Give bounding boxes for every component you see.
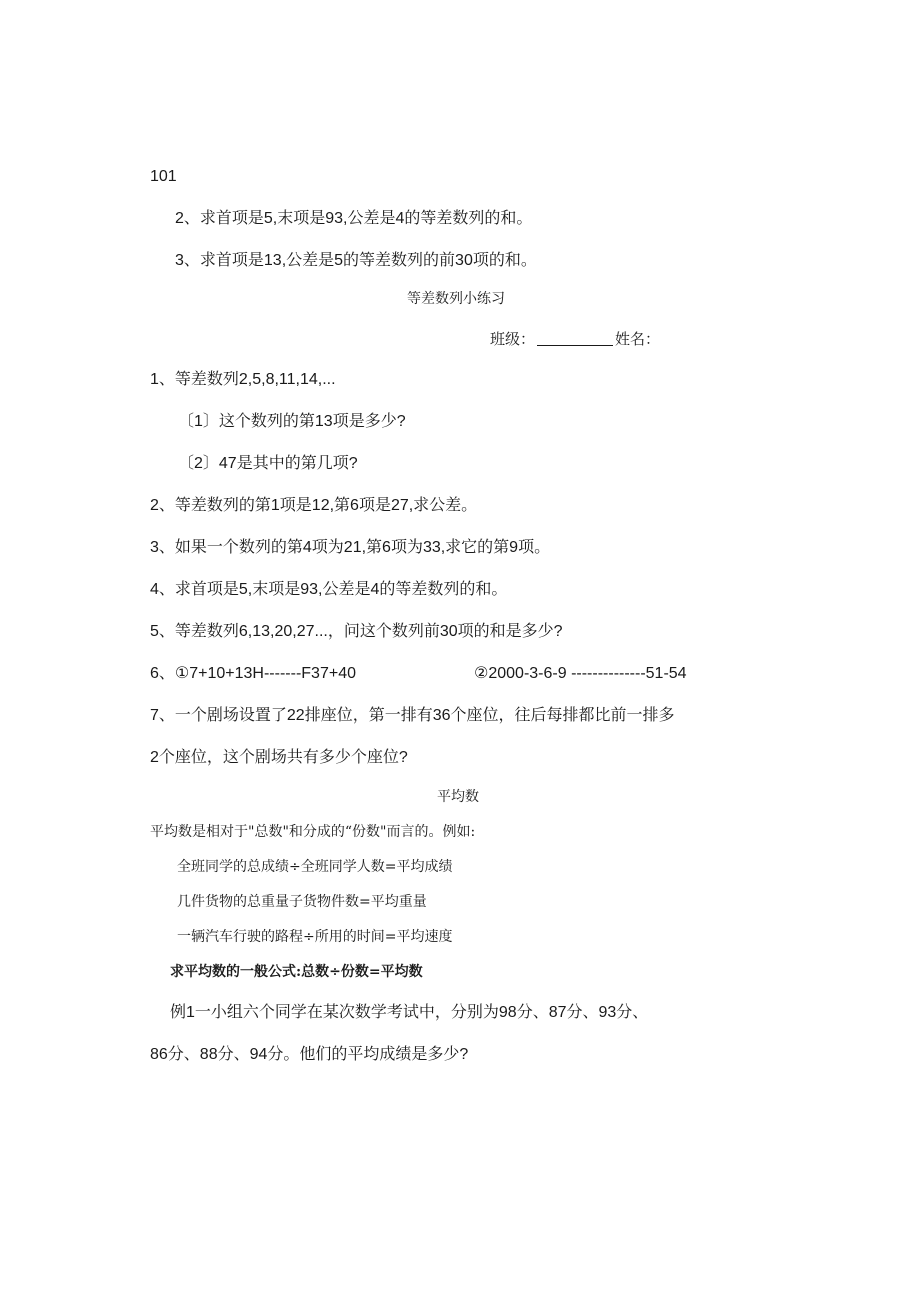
formula-line: 几件货物的总重量子货物件数=平均重量	[177, 894, 427, 910]
text-line: 101	[150, 168, 177, 185]
question-1: 1、等差数列2,5,8,11,14,...	[150, 371, 336, 388]
example-line-cont: 86分、88分、94分。他们的平均成绩是多少?	[150, 1046, 469, 1063]
formula-line: 全班同学的总成绩÷全班同学人数=平均成绩	[177, 859, 453, 875]
example-line: 例1一小组六个同学在某次数学考试中，分别为98分、87分、93分、	[170, 1004, 649, 1021]
question-1-part-1: 〔1〕这个数列的第13项是多少?	[178, 413, 406, 430]
paragraph: 平均数是相对于"总数"和分成的“份数"而言的。例如:	[150, 824, 476, 840]
question-7: 7、一个剧场设置了22排座位，第一排有36个座位，往后每排都比前一排多	[150, 707, 675, 724]
question-4: 4、求首项是5,末项是93,公差是4的等差数列的和。	[150, 581, 508, 598]
question-7-cont: 2个座位，这个剧场共有多少个座位?	[150, 749, 408, 766]
question-5: 5、等差数列6,13,20,27...，问这个数列前30项的和是多少?	[150, 623, 563, 640]
section-title: 平均数	[437, 789, 479, 805]
name-label: 姓名：	[615, 330, 661, 348]
general-formula: 求平均数的一般公式:总数÷份数=平均数	[170, 964, 423, 980]
class-blank[interactable]	[537, 331, 613, 346]
question-6-part-1: 6、①7+10+13H-------F37+40	[150, 665, 356, 682]
problem-line: 2、求首项是5,末项是93,公差是4的等差数列的和。	[175, 210, 533, 227]
section-title: 等差数列小练习	[407, 291, 505, 307]
question-1-part-2: 〔2〕47是其中的第几项?	[178, 455, 358, 472]
question-2: 2、等差数列的第1项是12,第6项是27,求公差。	[150, 497, 478, 514]
class-name-row	[490, 329, 660, 349]
formula-line: 一辆汽车行驶的路程÷所用的时间=平均速度	[177, 929, 453, 945]
question-3: 3、如果一个数列的第4项为21,第6项为33,求它的第9项。	[150, 539, 551, 556]
problem-line: 3、求首项是13,公差是5的等差数列的前30项的和。	[175, 252, 537, 269]
question-6-part-2: ②2000-3-6-9 --------------51-54	[474, 665, 687, 682]
class-label: 班级：	[490, 330, 536, 348]
